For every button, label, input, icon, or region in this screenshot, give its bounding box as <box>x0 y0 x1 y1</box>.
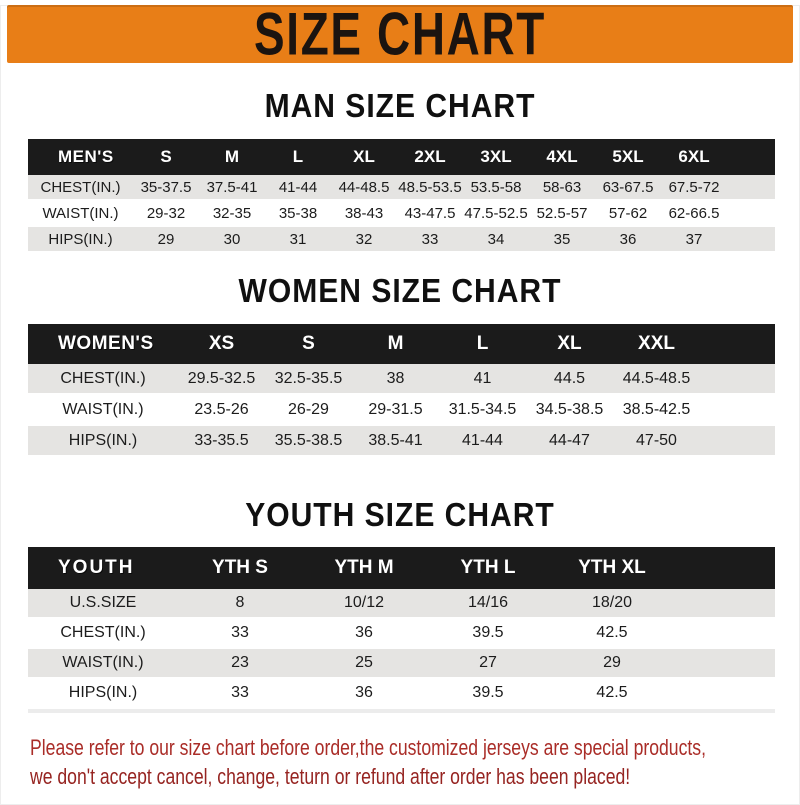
youth-header-row <box>28 547 775 589</box>
table-cell: 26-29 <box>265 395 352 426</box>
table-cell: 29.5-32.5 <box>178 364 265 395</box>
table-cell: 38.5-42.5 <box>613 395 700 426</box>
table-cell: 25 <box>302 649 426 679</box>
row-spacer <box>727 201 775 227</box>
table-cell: 34 <box>463 227 529 253</box>
men-column-header: S <box>160 147 172 166</box>
youth-column-header: YTH XL <box>578 557 646 578</box>
row-label: U.S.SIZE <box>28 589 178 619</box>
row-spacer <box>674 589 775 619</box>
table-cell: 37 <box>661 227 727 253</box>
row-spacer <box>727 175 775 201</box>
table-cell: 53.5-58 <box>463 175 529 201</box>
table-cell: 35-38 <box>265 201 331 227</box>
youth-waist-row <box>28 649 775 679</box>
table-cell: 33-35.5 <box>178 426 265 457</box>
row-spacer <box>674 679 775 709</box>
row-spacer <box>700 364 775 395</box>
women-section <box>0 273 800 457</box>
row-label: CHEST(IN.) <box>28 175 133 201</box>
table-cell: 58-63 <box>529 175 595 201</box>
table-cell: 41-44 <box>265 175 331 201</box>
table-cell: 52.5-57 <box>529 201 595 227</box>
table-cell: 44-48.5 <box>331 175 397 201</box>
table-cell: 38 <box>352 364 439 395</box>
men-waist-row <box>28 201 775 227</box>
row-spacer <box>727 227 775 253</box>
table-cell: 33 <box>397 227 463 253</box>
table-cell: 48.5-53.5 <box>397 175 463 201</box>
youth-group-label: YOUTH <box>58 557 135 578</box>
women-hips-row <box>28 426 775 457</box>
row-label: WAIST(IN.) <box>28 395 178 426</box>
women-waist-row <box>28 395 775 426</box>
table-cell: 31.5-34.5 <box>439 395 526 426</box>
men-size-table <box>28 139 775 253</box>
row-spacer <box>700 395 775 426</box>
youth-chest-row <box>28 619 775 649</box>
table-cell: 44.5 <box>526 364 613 395</box>
men-column-header: L <box>292 147 304 166</box>
footer-line-1 <box>30 733 800 762</box>
women-column-header: XL <box>557 333 582 354</box>
table-cell: 32-35 <box>199 201 265 227</box>
women-column-header: XS <box>208 333 235 354</box>
men-column-header: 5XL <box>612 147 644 166</box>
women-header-spacer <box>700 324 775 364</box>
table-cell: 44.5-48.5 <box>613 364 700 395</box>
table-cell: 62-66.5 <box>661 201 727 227</box>
table-cell: 47-50 <box>613 426 700 457</box>
table-cell: 14/16 <box>426 589 550 619</box>
table-cell: 30 <box>199 227 265 253</box>
footer-line-1-text: Please refer to our size chart before order,the customized jerseys are special products, <box>30 735 706 760</box>
table-cell: 36 <box>595 227 661 253</box>
table-cell: 63-67.5 <box>595 175 661 201</box>
men-header-spacer <box>727 139 775 175</box>
men-column-header: 4XL <box>546 147 578 166</box>
men-hips-row <box>28 227 775 253</box>
table-cell: 29 <box>550 649 674 679</box>
table-cell: 36 <box>302 679 426 709</box>
women-column-header: L <box>476 333 489 354</box>
table-cell: 34.5-38.5 <box>526 395 613 426</box>
table-cell: 38-43 <box>331 201 397 227</box>
table-cell: 47.5-52.5 <box>463 201 529 227</box>
table-cell: 8 <box>178 589 302 619</box>
footer-line-2-text: we don't accept cancel, change, teturn or refund after order has been placed! <box>30 764 631 789</box>
row-spacer <box>700 426 775 457</box>
youth-section <box>0 497 800 713</box>
men-column-header: 2XL <box>414 147 446 166</box>
table-cell: 23.5-26 <box>178 395 265 426</box>
table-cell: 32.5-35.5 <box>265 364 352 395</box>
men-heading: MAN SIZE CHART <box>264 86 536 125</box>
table-cell: 35.5-38.5 <box>265 426 352 457</box>
row-label: CHEST(IN.) <box>28 364 178 395</box>
youth-header-spacer <box>674 547 775 589</box>
table-cell: 33 <box>178 679 302 709</box>
youth-heading: YOUTH SIZE CHART <box>245 495 555 534</box>
men-section <box>0 88 800 253</box>
youth-column-header: YTH M <box>334 557 394 578</box>
page-title: SIZE CHART <box>254 0 546 68</box>
table-cell: 43-47.5 <box>397 201 463 227</box>
women-group-label: WOMEN'S <box>58 333 154 354</box>
table-cell: 29-31.5 <box>352 395 439 426</box>
youth-hips-row <box>28 679 775 709</box>
youth-column-header: YTH S <box>212 557 268 578</box>
footer-note <box>30 733 800 791</box>
table-cell: 10/12 <box>302 589 426 619</box>
women-column-header: XXL <box>638 333 675 354</box>
table-cell: 41 <box>439 364 526 395</box>
row-label: HIPS(IN.) <box>28 227 133 253</box>
table-cell: 37.5-41 <box>199 175 265 201</box>
table-cell: 39.5 <box>426 679 550 709</box>
table-cell: 38.5-41 <box>352 426 439 457</box>
men-group-label: MEN'S <box>58 147 114 166</box>
table-cell: 44-47 <box>526 426 613 457</box>
table-cell: 36 <box>302 619 426 649</box>
table-cell: 31 <box>265 227 331 253</box>
table-cell: 35-37.5 <box>133 175 199 201</box>
row-spacer <box>674 619 775 649</box>
men-column-header: M <box>224 147 240 166</box>
row-label: HIPS(IN.) <box>28 426 178 457</box>
row-label: CHEST(IN.) <box>28 619 178 649</box>
youth-ussize-row <box>28 589 775 619</box>
table-cell: 57-62 <box>595 201 661 227</box>
table-cell: 33 <box>178 619 302 649</box>
table-cell: 39.5 <box>426 619 550 649</box>
table-cell: 29 <box>133 227 199 253</box>
table-cell: 42.5 <box>550 619 674 649</box>
row-spacer <box>674 649 775 679</box>
women-header-row <box>28 324 775 364</box>
men-header-row <box>28 139 775 175</box>
women-column-header: S <box>302 333 315 354</box>
men-column-header: 3XL <box>480 147 512 166</box>
row-label: HIPS(IN.) <box>28 679 178 709</box>
men-column-header: XL <box>353 147 375 166</box>
women-column-header: M <box>387 333 404 354</box>
table-cell: 27 <box>426 649 550 679</box>
row-label: WAIST(IN.) <box>28 649 178 679</box>
table-cell: 42.5 <box>550 679 674 709</box>
women-chest-row <box>28 364 775 395</box>
table-cell: 23 <box>178 649 302 679</box>
youth-size-table <box>28 547 775 713</box>
table-cell: 18/20 <box>550 589 674 619</box>
table-cell: 67.5-72 <box>661 175 727 201</box>
table-cell: 32 <box>331 227 397 253</box>
women-heading: WOMEN SIZE CHART <box>238 271 562 310</box>
footer-line-2 <box>30 762 800 791</box>
row-label: WAIST(IN.) <box>28 201 133 227</box>
table-cell: 29-32 <box>133 201 199 227</box>
table-cell: 41-44 <box>439 426 526 457</box>
men-chest-row <box>28 175 775 201</box>
table-cell: 35 <box>529 227 595 253</box>
women-size-table <box>28 324 775 457</box>
banner <box>7 0 793 68</box>
men-column-header: 6XL <box>678 147 710 166</box>
youth-column-header: YTH L <box>460 557 516 578</box>
